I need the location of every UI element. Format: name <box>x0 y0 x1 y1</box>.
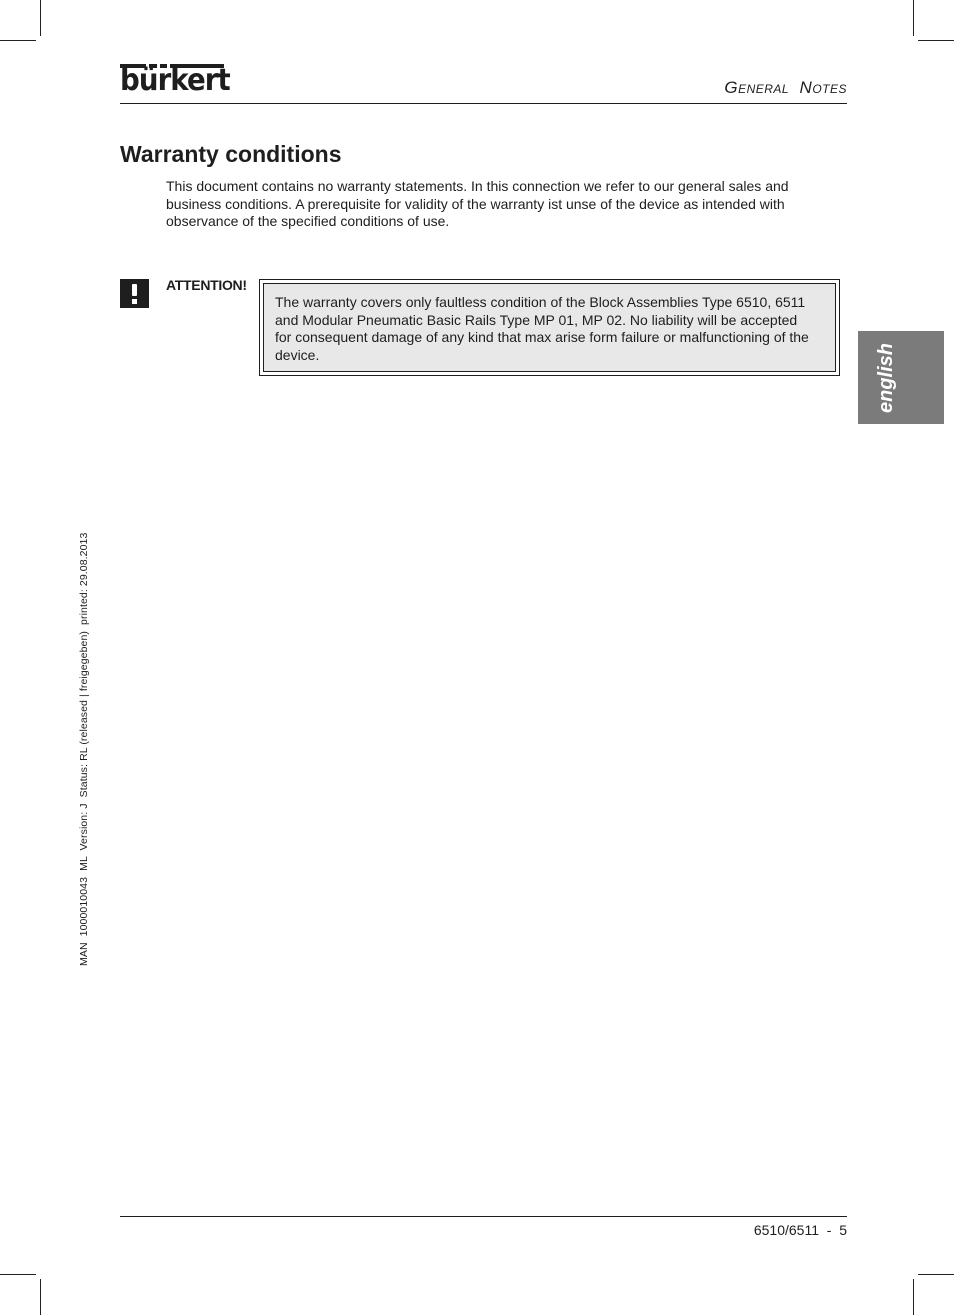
page-number: 6510/6511 - 5 <box>753 1222 847 1238</box>
attention-box <box>259 279 840 376</box>
crop-mark <box>40 1279 41 1315</box>
footer-rule <box>120 1216 847 1217</box>
crop-mark <box>918 1274 954 1275</box>
crop-mark <box>913 0 914 36</box>
intro-paragraph: This document contains no warranty statements. In this connection we refer to our general sales and business conditions. A prerequisite for validity of the warranty ist unse of the device as intended with observance of the specified conditions of use. <box>166 178 789 229</box>
crop-mark <box>40 0 41 36</box>
attention-text: The warranty covers only faultless condition of the Block Assemblies Type 6510, 6511 and Modular Pneumatic Basic Rails Type MP 01, MP 02. No liability will be accepted for consequent damage of any kind that max arise form failure or malfunctioning of the device. <box>275 294 809 363</box>
attention-label: ATTENTION! <box>166 277 247 293</box>
crop-mark <box>0 1274 36 1275</box>
document-metadata: MAN 1000010043 ML Version: J Status: RL (released | freigegeben) printed: 29.08.2013 <box>78 532 90 966</box>
header-rule <box>120 103 847 104</box>
burkert-logo <box>120 63 230 98</box>
exclamation-icon <box>120 279 149 308</box>
attention-box-inner <box>263 283 836 372</box>
crop-mark <box>918 40 954 41</box>
crop-mark <box>913 1279 914 1315</box>
crop-mark <box>0 40 36 41</box>
language-tab <box>858 331 944 424</box>
section-title: General Notes <box>724 78 847 97</box>
page-title: Warranty conditions <box>120 141 342 167</box>
logo-text: bürkert <box>120 63 230 98</box>
language-tab-label: english <box>875 342 897 413</box>
